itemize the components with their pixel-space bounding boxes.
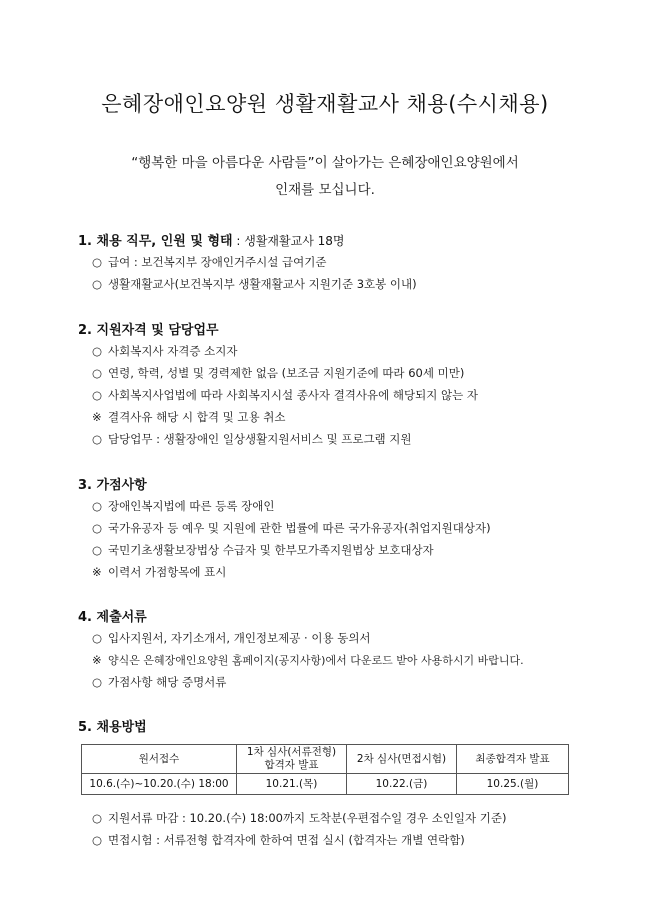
schedule-header-cell: 원서접수 xyxy=(82,745,237,774)
list-item: ○ 면접시험 : 서류전형 합격자에 한하여 면접 실시 (합격자는 개별 연락함) xyxy=(92,833,465,847)
page-title: 은혜장애인요양원 생활재활교사 채용(수시채용) xyxy=(101,92,549,116)
slogan-line-2: 인재를 모십니다. xyxy=(275,182,375,198)
list-item: ○ 국민기초생활보장법상 수급자 및 한부모가족지원법상 보호대상자 xyxy=(92,543,434,557)
section-2-heading: 2. 지원자격 및 담당업무 xyxy=(78,323,219,338)
list-item: ※ 이력서 가점항목에 표시 xyxy=(92,565,227,579)
section-5-heading: 5. 채용방법 xyxy=(78,720,147,735)
section-3-heading: 3. 가점사항 xyxy=(78,478,147,493)
schedule-value-cell: 10.22.(금) xyxy=(347,774,457,795)
list-item: ※ 양식은 은혜장애인요양원 홈페이지(공지사항)에서 다운로드 받아 사용하시기 바랍니다. xyxy=(92,653,524,667)
schedule-header-row xyxy=(82,745,569,774)
list-item: ○ 국가유공자 등 예우 및 지원에 관한 법률에 따른 국가유공자(취업지원대상자) xyxy=(92,521,491,535)
schedule-header-cell: 최종합격자 발표 xyxy=(457,745,569,774)
list-item: ○ 장애인복지법에 따른 등록 장애인 xyxy=(92,499,275,513)
list-item: ○ 사회복지사업법에 따라 사회복지시설 종사자 결격사유에 해당되지 않는 자 xyxy=(92,388,478,402)
section-4-heading: 4. 제출서류 xyxy=(78,610,147,625)
list-item: ○ 가점사항 해당 증명서류 xyxy=(92,675,227,689)
list-item: ○ 담당업무 : 생활장애인 일상생활지원서비스 및 프로그램 지원 xyxy=(92,432,412,446)
schedule-value-cell: 10.25.(월) xyxy=(457,774,569,795)
schedule-value-cell: 10.6.(수)~10.20.(수) 18:00 xyxy=(82,774,237,795)
list-item: ○ 연령, 학력, 성별 및 경력제한 없음 (보조금 지원기준에 따라 60세 미만) xyxy=(92,366,465,380)
section-1-heading: 1. 채용 직무, 인원 및 형태 : 생활재활교사 18명 xyxy=(78,234,345,249)
schedule-header-cell: 2차 심사(면접시험) xyxy=(347,745,457,774)
list-item: ○ 입사지원서, 자기소개서, 개인정보제공 · 이용 동의서 xyxy=(92,631,371,645)
list-item: ○ 급여 : 보건복지부 장애인거주시설 급여기준 xyxy=(92,255,327,269)
schedule-header-cell: 1차 심사(서류전형) 합격자 발표 xyxy=(237,745,347,774)
schedule-value-row xyxy=(82,774,569,795)
schedule-table xyxy=(81,744,569,795)
list-item: ※ 결격사유 해당 시 합격 및 고용 취소 xyxy=(92,410,286,424)
slogan-line-1: “행복한 마을 아름다운 사람들”이 살아가는 은혜장애인요양원에서 xyxy=(131,155,519,171)
list-item: ○ 사회복지사 자격증 소지자 xyxy=(92,344,238,358)
schedule-value-cell: 10.21.(목) xyxy=(237,774,347,795)
list-item: ○ 지원서류 마감 : 10.20.(수) 18:00까지 도착분(우편접수일 경우 소인일자 기준) xyxy=(92,811,507,825)
list-item: ○ 생활재활교사(보건복지부 생활재활교사 지원기준 3호봉 이내) xyxy=(92,277,417,291)
